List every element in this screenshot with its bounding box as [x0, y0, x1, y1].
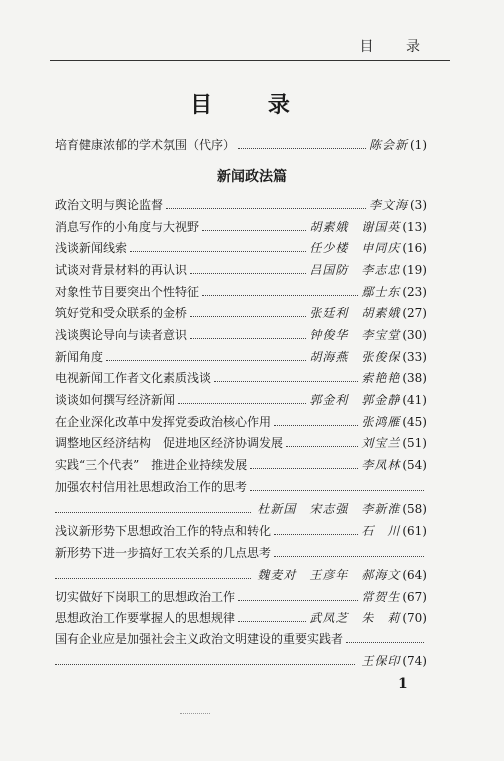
entry-title: 浅议新形势下思想政治工作的特点和转化: [55, 524, 272, 538]
scan-mark: [180, 713, 210, 714]
toc-entry-preface: [55, 136, 427, 154]
page-title: 目 录: [190, 93, 314, 118]
entry-title: 浅谈新闻线索: [55, 241, 128, 255]
entry-authors: 杜新国 宋志强 李新淮: [257, 502, 401, 516]
leader-dots: [166, 198, 366, 209]
leader-dots: [55, 654, 355, 665]
leader-dots: [190, 263, 306, 274]
entry-title: 在企业深化改革中发挥党委政治核心作用: [55, 415, 272, 429]
toc-entry: [55, 304, 427, 322]
leader-dots: [238, 590, 358, 601]
toc-entry: [55, 588, 427, 606]
toc-entry: [55, 609, 427, 627]
entry-page: (64): [402, 568, 427, 582]
entry-page: (33): [402, 350, 427, 364]
leader-dots: [238, 611, 306, 622]
entry-page: (58): [402, 502, 427, 516]
entry-authors: 张廷利 胡素娥: [309, 306, 401, 320]
toc-entry-continuation: [55, 566, 427, 584]
leader-dots: [214, 371, 358, 382]
entry-page: (13): [402, 220, 427, 234]
toc-entry: [55, 630, 427, 648]
leader-dots: [190, 306, 306, 317]
toc-entry: [55, 261, 427, 279]
entry-authors: 李凤林: [361, 458, 401, 472]
entry-page: (54): [402, 458, 427, 472]
entry-title: 试谈对背景材料的再认识: [55, 263, 188, 277]
toc-entry: [55, 478, 427, 496]
toc-entry: [55, 218, 427, 236]
entry-page: (19): [402, 263, 427, 277]
entry-title: 新闻角度: [55, 350, 104, 364]
leader-dots: [178, 393, 306, 404]
entry-authors: 钟俊华 李宝堂: [309, 328, 401, 342]
entry-title: 思想政治工作要掌握人的思想规律: [55, 611, 236, 625]
entry-title: 谈谈如何撰写经济新闻: [55, 393, 176, 407]
leader-dots: [190, 328, 306, 339]
entry-authors: 武凤芝 朱 莉: [309, 611, 401, 625]
entry-page: (67): [402, 590, 427, 604]
leader-dots: [250, 480, 424, 491]
entry-title: 加强农村信用社思想政治工作的思考: [55, 480, 248, 494]
entry-authors: 郭金利 郭金静: [309, 393, 401, 407]
leader-dots: [55, 568, 251, 579]
entry-page: (3): [410, 198, 427, 212]
entry-page: (16): [402, 241, 427, 255]
entry-authors: 鄢士东: [361, 285, 401, 299]
leader-dots: [274, 415, 358, 426]
entry-authors: 胡素娥 谢国英: [309, 220, 401, 234]
entry-title: 国有企业应是加强社会主义政治文明建设的重要实践者: [55, 632, 344, 646]
running-head: 目 录: [359, 39, 434, 55]
entry-page: (74): [402, 654, 427, 668]
toc-entry: [55, 544, 427, 562]
toc-entry: [55, 456, 427, 474]
entry-title: 实践“三个代表” 推进企业持续发展: [55, 458, 248, 472]
entry-authors: 王保印: [361, 654, 401, 668]
entry-title: 切实做好下岗职工的思想政治工作: [55, 590, 236, 604]
toc-entry: [55, 522, 427, 540]
toc-entry: [55, 391, 427, 409]
entry-authors: 刘宝兰: [361, 436, 401, 450]
entry-title: 对象性节目要突出个性特征: [55, 285, 200, 299]
toc-entry-continuation: [55, 652, 427, 670]
toc-entry-continuation: [55, 500, 427, 518]
leader-dots: [274, 546, 424, 557]
toc-entry: [55, 196, 427, 214]
leader-dots: [130, 241, 306, 252]
leader-dots: [250, 458, 358, 469]
entry-authors: 石 川: [361, 524, 401, 538]
entry-page: (45): [402, 415, 427, 429]
entry-title: 筑好党和受众联系的金桥: [55, 306, 188, 320]
entry-authors: 张鸿雁: [361, 415, 401, 429]
entry-authors: 任少楼 申同庆: [309, 241, 401, 255]
page-number: 1: [398, 676, 408, 692]
entry-page: (51): [402, 436, 427, 450]
entry-page: (1): [410, 138, 427, 152]
entry-page: (70): [402, 611, 427, 625]
entry-authors: 常贺生: [361, 590, 401, 604]
entry-page: (38): [402, 371, 427, 385]
entry-authors: 李文海: [368, 198, 408, 212]
entry-authors: 魏麦对 王彦年 郝海文: [257, 568, 401, 582]
toc-entry: [55, 369, 427, 387]
entry-title: 电视新闻工作者文化素质浅谈: [55, 371, 212, 385]
toc-entry: [55, 434, 427, 452]
toc-entry: [55, 326, 427, 344]
entry-title: 消息写作的小角度与大视野: [55, 220, 200, 234]
entry-authors: 索艳艳: [361, 371, 401, 385]
leader-dots: [286, 436, 358, 447]
entry-title: 调整地区经济结构 促进地区经济协调发展: [55, 436, 284, 450]
leader-dots: [274, 524, 358, 535]
entry-page: (41): [402, 393, 427, 407]
entry-authors: 胡海燕 张俊保: [309, 350, 401, 364]
toc-entry: [55, 283, 427, 301]
section-heading: 新闻政法篇: [217, 169, 287, 185]
entry-page: (61): [402, 524, 427, 538]
leader-dots: [106, 350, 306, 361]
entry-page: (23): [402, 285, 427, 299]
entry-authors: 陈会新: [368, 138, 408, 152]
entry-page: (30): [402, 328, 427, 342]
entry-authors: 吕国防 李志忠: [309, 263, 401, 277]
toc-entry: [55, 348, 427, 366]
leader-dots: [202, 285, 358, 296]
toc-entry: [55, 239, 427, 257]
toc-entry: [55, 413, 427, 431]
leader-dots: [346, 632, 424, 643]
leader-dots: [202, 220, 306, 231]
entry-title: 新形势下进一步搞好工农关系的几点思考: [55, 546, 272, 560]
entry-page: (27): [402, 306, 427, 320]
entry-title: 政治文明与舆论监督: [55, 198, 164, 212]
entry-title: 培育健康浓郁的学术氛围（代序）: [55, 138, 236, 152]
leader-dots: [55, 502, 251, 513]
entry-title: 浅谈舆论导向与读者意识: [55, 328, 188, 342]
leader-dots: [238, 138, 366, 149]
header-rule: [50, 60, 450, 61]
